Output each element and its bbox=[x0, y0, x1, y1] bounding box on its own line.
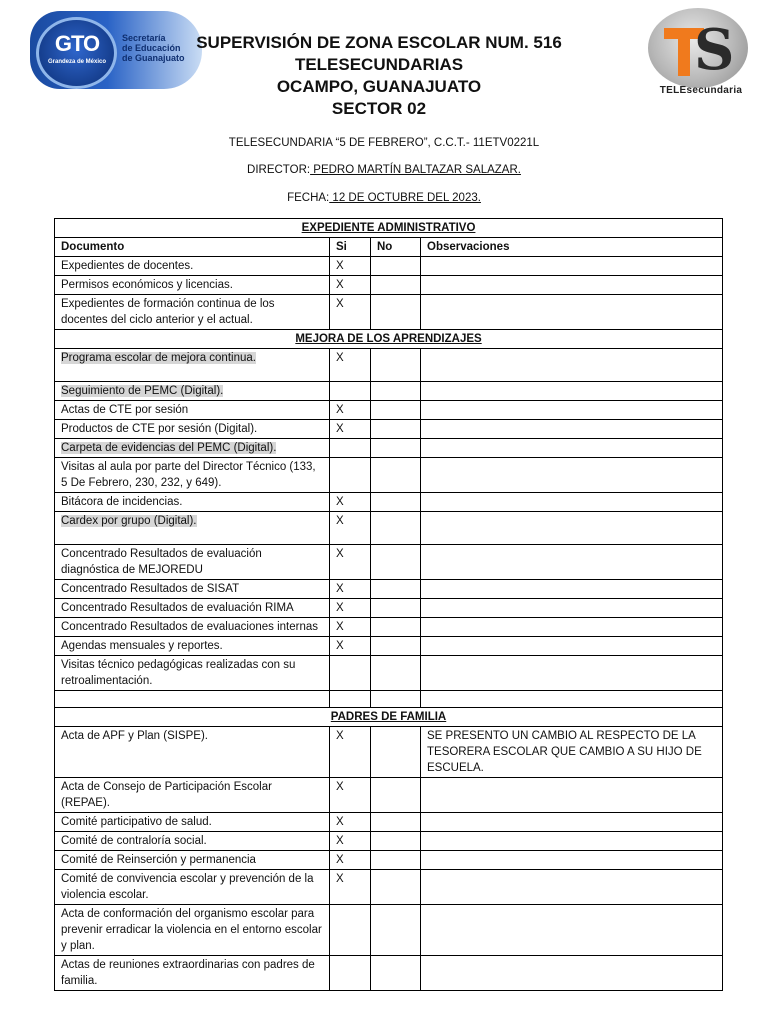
no-check-cell bbox=[371, 832, 421, 851]
checklist-table bbox=[54, 218, 723, 991]
no-check-cell bbox=[371, 813, 421, 832]
observaciones-cell bbox=[421, 401, 723, 420]
document-cell: Productos de CTE por sesión (Digital). bbox=[55, 420, 330, 439]
column-header-observaciones: Observaciones bbox=[421, 238, 723, 257]
table-row bbox=[55, 691, 723, 708]
no-check-cell bbox=[371, 691, 421, 708]
section-title: EXPEDIENTE ADMINISTRATIVO bbox=[55, 219, 723, 238]
section-header-row bbox=[55, 708, 723, 727]
telesecundaria-logo-s: S bbox=[694, 17, 735, 83]
document-cell: Concentrado Resultados de evaluación RIMA bbox=[55, 599, 330, 618]
no-check-cell bbox=[371, 276, 421, 295]
document-cell bbox=[55, 691, 330, 708]
si-check-cell: X bbox=[330, 401, 371, 420]
observaciones-cell bbox=[421, 545, 723, 580]
si-check-cell: X bbox=[330, 493, 371, 512]
observaciones-cell: SE PRESENTO UN CAMBIO AL RESPECTO DE LA TESORERA ESCOLAR QUE CAMBIO A SU HIJO DE ESCUELA. bbox=[421, 727, 723, 778]
si-check-cell bbox=[330, 458, 371, 493]
telesecundaria-logo bbox=[642, 8, 754, 100]
document-cell: Bitácora de incidencias. bbox=[55, 493, 330, 512]
observaciones-cell bbox=[421, 580, 723, 599]
title-line: TELESECUNDARIAS bbox=[294, 55, 464, 74]
si-check-cell: X bbox=[330, 870, 371, 905]
document-cell: Visitas al aula por parte del Director Técnico (133, 5 De Febrero, 230, 232, y 649). bbox=[55, 458, 330, 493]
table-row bbox=[55, 851, 723, 870]
document-cell: Concentrado Resultados de evaluación diagnóstica de MEJOREDU bbox=[55, 545, 330, 580]
table-row bbox=[55, 493, 723, 512]
no-check-cell bbox=[371, 420, 421, 439]
highlighted-document-text: Carpeta de evidencias del PEMC (Digital). bbox=[61, 442, 277, 454]
observaciones-cell bbox=[421, 637, 723, 656]
document-cell: Concentrado Resultados de evaluaciones internas bbox=[55, 618, 330, 637]
no-check-cell bbox=[371, 349, 421, 382]
document-title bbox=[180, 32, 578, 120]
table-row bbox=[55, 458, 723, 493]
date-line bbox=[100, 192, 668, 204]
si-check-cell bbox=[330, 691, 371, 708]
column-header-no: No bbox=[371, 238, 421, 257]
observaciones-cell bbox=[421, 295, 723, 330]
gto-badge-sub: Grandeza de México bbox=[47, 59, 107, 65]
si-check-cell: X bbox=[330, 618, 371, 637]
document-cell: Expedientes de formación continua de los docentes del ciclo anterior y el actual. bbox=[55, 295, 330, 330]
table-row bbox=[55, 545, 723, 580]
section-header-row bbox=[55, 219, 723, 238]
no-check-cell bbox=[371, 618, 421, 637]
document-cell: Permisos económicos y licencias. bbox=[55, 276, 330, 295]
si-check-cell: X bbox=[330, 599, 371, 618]
observaciones-cell bbox=[421, 956, 723, 991]
observaciones-cell bbox=[421, 870, 723, 905]
document-cell: Concentrado Resultados de SISAT bbox=[55, 580, 330, 599]
observaciones-cell bbox=[421, 905, 723, 956]
section-title: MEJORA DE LOS APRENDIZAJES bbox=[55, 330, 723, 349]
si-check-cell: X bbox=[330, 257, 371, 276]
si-check-cell: X bbox=[330, 851, 371, 870]
observaciones-cell bbox=[421, 349, 723, 382]
no-check-cell bbox=[371, 512, 421, 545]
table-row bbox=[55, 832, 723, 851]
observaciones-cell bbox=[421, 832, 723, 851]
si-check-cell bbox=[330, 439, 371, 458]
observaciones-cell bbox=[421, 512, 723, 545]
document-cell bbox=[55, 439, 330, 458]
document-cell: Acta de Consejo de Participación Escolar (REPAE). bbox=[55, 778, 330, 813]
no-check-cell bbox=[371, 905, 421, 956]
no-check-cell bbox=[371, 956, 421, 991]
document-cell: Comité participativo de salud. bbox=[55, 813, 330, 832]
no-check-cell bbox=[371, 851, 421, 870]
no-check-cell bbox=[371, 458, 421, 493]
si-check-cell: X bbox=[330, 512, 371, 545]
observaciones-cell bbox=[421, 458, 723, 493]
section-title: PADRES DE FAMILIA bbox=[55, 708, 723, 727]
column-header-documento: Documento bbox=[55, 238, 330, 257]
document-cell bbox=[55, 349, 330, 382]
table-row bbox=[55, 870, 723, 905]
no-check-cell bbox=[371, 257, 421, 276]
table-row bbox=[55, 727, 723, 778]
highlighted-document-text: Cardex por grupo (Digital). bbox=[61, 515, 197, 527]
title-line: OCAMPO, GUANAJUATO bbox=[276, 77, 482, 96]
si-check-cell: X bbox=[330, 832, 371, 851]
title-line: SUPERVISIÓN DE ZONA ESCOLAR NUM. 516 bbox=[196, 33, 562, 52]
gto-org-line: Secretaría bbox=[122, 33, 166, 43]
no-check-cell bbox=[371, 870, 421, 905]
no-check-cell bbox=[371, 778, 421, 813]
no-check-cell bbox=[371, 545, 421, 580]
date-label: FECHA: bbox=[287, 192, 330, 204]
si-check-cell: X bbox=[330, 727, 371, 778]
observaciones-cell bbox=[421, 656, 723, 691]
si-check-cell bbox=[330, 382, 371, 401]
table-row bbox=[55, 382, 723, 401]
director-name: PEDRO MARTÍN BALTAZAR SALAZAR. bbox=[310, 164, 521, 176]
no-check-cell bbox=[371, 637, 421, 656]
observaciones-cell bbox=[421, 778, 723, 813]
gto-badge-text: GTO bbox=[54, 31, 100, 56]
no-check-cell bbox=[371, 439, 421, 458]
document-cell: Acta de conformación del organismo escolar para prevenir erradicar la violencia en el entorno escolar y plan. bbox=[55, 905, 330, 956]
table-row bbox=[55, 257, 723, 276]
document-cell: Actas de reuniones extraordinarias con padres de familia. bbox=[55, 956, 330, 991]
observaciones-cell bbox=[421, 493, 723, 512]
table-row bbox=[55, 439, 723, 458]
table-row bbox=[55, 349, 723, 382]
observaciones-cell bbox=[421, 276, 723, 295]
table-row bbox=[55, 656, 723, 691]
no-check-cell bbox=[371, 599, 421, 618]
telesecundaria-logo-caption: TELEsecundaria bbox=[659, 85, 743, 96]
observaciones-cell bbox=[421, 813, 723, 832]
checklist-body bbox=[55, 219, 723, 991]
date-value: 12 DE OCTUBRE DEL 2023. bbox=[329, 192, 481, 204]
column-header-si: Si bbox=[330, 238, 371, 257]
document-cell: Agendas mensuales y reportes. bbox=[55, 637, 330, 656]
table-row bbox=[55, 599, 723, 618]
no-check-cell bbox=[371, 382, 421, 401]
table-row bbox=[55, 618, 723, 637]
observaciones-cell bbox=[421, 382, 723, 401]
document-cell: Expedientes de docentes. bbox=[55, 257, 330, 276]
observaciones-cell bbox=[421, 420, 723, 439]
si-check-cell: X bbox=[330, 420, 371, 439]
table-row bbox=[55, 956, 723, 991]
observaciones-cell bbox=[421, 439, 723, 458]
no-check-cell bbox=[371, 656, 421, 691]
document-cell: Comité de contraloría social. bbox=[55, 832, 330, 851]
school-line: TELESECUNDARIA “5 DE FEBRERO”, C.C.T.- 11ETV0221L bbox=[228, 137, 540, 149]
section-header-row bbox=[55, 330, 723, 349]
document-cell: Actas de CTE por sesión bbox=[55, 401, 330, 420]
observaciones-cell bbox=[421, 257, 723, 276]
si-check-cell: X bbox=[330, 778, 371, 813]
si-check-cell bbox=[330, 956, 371, 991]
column-header-row bbox=[55, 238, 723, 257]
table-row bbox=[55, 276, 723, 295]
observaciones-cell bbox=[421, 618, 723, 637]
observaciones-cell bbox=[421, 691, 723, 708]
no-check-cell bbox=[371, 295, 421, 330]
si-check-cell: X bbox=[330, 580, 371, 599]
document-cell bbox=[55, 512, 330, 545]
si-check-cell: X bbox=[330, 276, 371, 295]
si-check-cell bbox=[330, 656, 371, 691]
document-cell: Acta de APF y Plan (SISPE). bbox=[55, 727, 330, 778]
gto-org-line: de Educación bbox=[122, 43, 181, 53]
si-check-cell: X bbox=[330, 545, 371, 580]
document-cell: Comité de convivencia escolar y prevención de la violencia escolar. bbox=[55, 870, 330, 905]
document-cell: Comité de Reinserción y permanencia bbox=[55, 851, 330, 870]
gto-org-line: de Guanajuato bbox=[122, 53, 185, 63]
director-label: DIRECTOR: bbox=[247, 164, 311, 176]
no-check-cell bbox=[371, 727, 421, 778]
no-check-cell bbox=[371, 493, 421, 512]
table-row bbox=[55, 401, 723, 420]
table-row bbox=[55, 778, 723, 813]
table-row bbox=[55, 580, 723, 599]
no-check-cell bbox=[371, 580, 421, 599]
gto-logo bbox=[30, 11, 202, 89]
table-row bbox=[55, 295, 723, 330]
director-line bbox=[100, 164, 668, 176]
highlighted-document-text: Seguimiento de PEMC (Digital). bbox=[61, 385, 224, 397]
si-check-cell: X bbox=[330, 295, 371, 330]
si-check-cell: X bbox=[330, 349, 371, 382]
telesecundaria-logo-t-stem bbox=[678, 28, 690, 76]
no-check-cell bbox=[371, 401, 421, 420]
title-line: SECTOR 02 bbox=[331, 99, 427, 118]
si-check-cell bbox=[330, 905, 371, 956]
observaciones-cell bbox=[421, 599, 723, 618]
document-cell bbox=[55, 382, 330, 401]
highlighted-document-text: Programa escolar de mejora continua. bbox=[61, 352, 256, 364]
document-cell: Visitas técnico pedagógicas realizadas con su retroalimentación. bbox=[55, 656, 330, 691]
table-row bbox=[55, 420, 723, 439]
si-check-cell: X bbox=[330, 813, 371, 832]
observaciones-cell bbox=[421, 851, 723, 870]
table-row bbox=[55, 813, 723, 832]
si-check-cell: X bbox=[330, 637, 371, 656]
table-row bbox=[55, 637, 723, 656]
table-row bbox=[55, 512, 723, 545]
table-row bbox=[55, 905, 723, 956]
